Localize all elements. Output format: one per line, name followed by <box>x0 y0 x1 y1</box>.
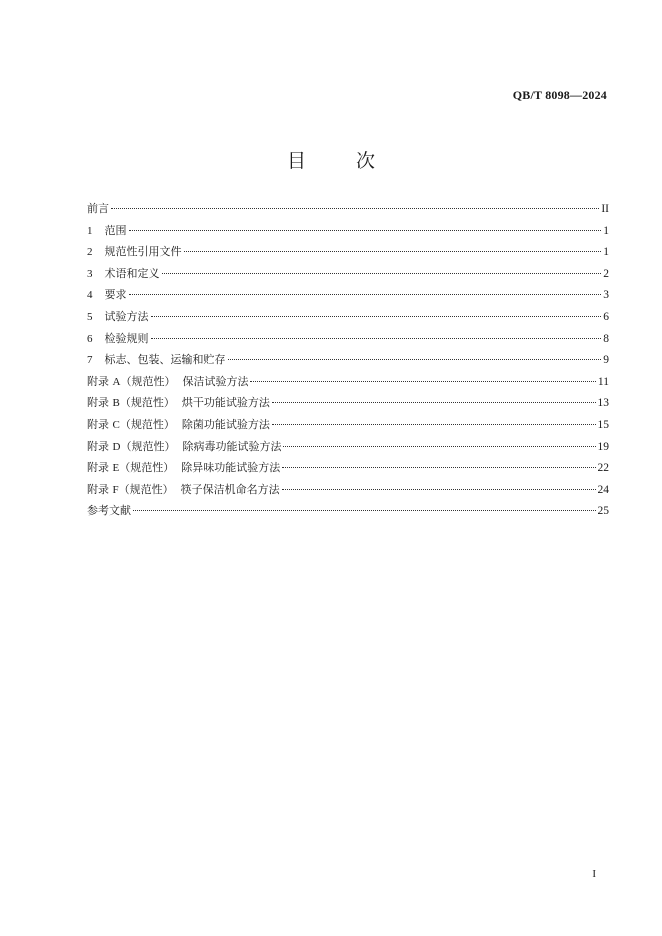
appendix-prefix: 附录 <box>87 396 109 410</box>
toc-leader-dots <box>272 402 596 403</box>
appendix-category: （规范性） <box>119 396 175 410</box>
toc-entry-appendix-e[interactable] <box>87 459 609 481</box>
appendix-title: 烘干功能试验方法 <box>181 396 270 410</box>
toc-entry-chapter-3[interactable] <box>87 265 609 287</box>
toc-entry-appendix-d[interactable] <box>87 438 609 460</box>
toc-entry-page: 11 <box>597 375 609 388</box>
toc-entry-chapter-7[interactable] <box>87 351 609 373</box>
appendix-category: （规范性） <box>119 417 175 431</box>
appendix-category: （规范性） <box>120 439 176 453</box>
toc-chapter-number: 6 <box>87 332 93 345</box>
toc-leader-dots <box>184 251 602 252</box>
appendix-letter: D <box>112 440 121 453</box>
appendix-title: 除异味功能试验方法 <box>181 461 281 475</box>
appendix-prefix: 附录 <box>87 374 109 388</box>
toc-entry-page: 24 <box>597 483 609 496</box>
appendix-letter: C <box>112 418 120 431</box>
toc-entry-page: 22 <box>597 462 609 475</box>
table-of-contents <box>87 200 609 524</box>
appendix-prefix: 附录 <box>87 461 109 475</box>
toc-entry-label: 规范性引用文件 <box>104 245 182 259</box>
toc-entry-label: 标志、包装、运输和贮存 <box>104 353 226 367</box>
toc-entry-label: 前言 <box>87 202 109 215</box>
toc-chapter-number: 4 <box>87 289 93 302</box>
toc-entry-chapter-1[interactable] <box>87 222 609 244</box>
toc-entry-chapter-5[interactable] <box>87 308 609 330</box>
appendix-title: 保洁试验方法 <box>182 374 249 388</box>
toc-leader-dots <box>162 273 602 274</box>
toc-leader-dots <box>272 424 596 425</box>
toc-entry-page: 13 <box>597 397 609 410</box>
toc-entry-page: 19 <box>597 440 609 453</box>
appendix-letter: A <box>112 375 121 388</box>
toc-chapter-number: 5 <box>87 310 93 323</box>
toc-leader-dots <box>282 467 595 468</box>
toc-entry-label: 试验方法 <box>104 309 149 323</box>
toc-leader-dots <box>282 489 596 490</box>
toc-entry-chapter-4[interactable] <box>87 286 609 308</box>
appendix-prefix: 附录 <box>87 482 109 496</box>
toc-entry-page: 6 <box>603 310 609 323</box>
toc-entry-label: 参考文献 <box>87 504 131 518</box>
toc-entry-page: 25 <box>597 505 609 518</box>
toc-entry-page: 2 <box>603 267 609 280</box>
page-title: 目 次 <box>286 150 398 172</box>
toc-entry-appendix-b[interactable] <box>87 394 609 416</box>
appendix-letter: B <box>112 397 120 410</box>
toc-entry-foreword[interactable] <box>87 200 609 222</box>
toc-leader-dots <box>111 208 599 209</box>
toc-entry-appendix-c[interactable] <box>87 416 609 438</box>
appendix-title: 除菌功能试验方法 <box>181 417 270 431</box>
appendix-title: 筷子保洁机命名方法 <box>180 482 280 496</box>
appendix-title: 除病毒功能试验方法 <box>182 439 282 453</box>
appendix-letter: F <box>112 483 119 496</box>
toc-leader-dots <box>283 446 595 447</box>
toc-entry-label: 检验规则 <box>104 331 149 345</box>
toc-leader-dots <box>151 338 602 339</box>
toc-leader-dots <box>129 230 602 231</box>
toc-entry-page: 9 <box>603 354 609 367</box>
toc-entry-page: 8 <box>603 332 609 345</box>
page-number: I <box>592 868 596 880</box>
toc-entry-page: 15 <box>597 418 609 431</box>
toc-chapter-number: 2 <box>87 246 93 259</box>
appendix-letter: E <box>112 462 120 475</box>
toc-chapter-number: 7 <box>87 354 93 367</box>
toc-entry-page: 1 <box>603 246 609 259</box>
appendix-prefix: 附录 <box>87 417 109 431</box>
toc-entry-appendix-f[interactable] <box>87 481 609 503</box>
toc-leader-dots <box>250 381 595 382</box>
toc-entry-references[interactable] <box>87 502 609 524</box>
toc-entry-page: 1 <box>603 224 609 237</box>
toc-entry-label: 范围 <box>104 223 127 237</box>
toc-leader-dots <box>151 316 602 317</box>
standard-code: QB/T 8098—2024 <box>512 88 607 102</box>
appendix-category: （规范性） <box>118 482 174 496</box>
toc-chapter-number: 1 <box>87 224 93 237</box>
toc-entry-label: 术语和定义 <box>104 266 160 280</box>
toc-leader-dots <box>228 359 602 360</box>
toc-entry-label: 要求 <box>104 288 127 302</box>
toc-leader-dots <box>133 510 596 511</box>
toc-entry-chapter-6[interactable] <box>87 330 609 352</box>
toc-leader-dots <box>129 294 602 295</box>
toc-entry-page: II <box>601 203 609 215</box>
toc-chapter-number: 3 <box>87 267 93 280</box>
appendix-prefix: 附录 <box>87 439 109 453</box>
appendix-category: （规范性） <box>119 461 175 475</box>
toc-entry-page: 3 <box>603 289 609 302</box>
toc-entry-chapter-2[interactable] <box>87 243 609 265</box>
toc-entry-appendix-a[interactable] <box>87 373 609 395</box>
appendix-category: （规范性） <box>120 374 176 388</box>
